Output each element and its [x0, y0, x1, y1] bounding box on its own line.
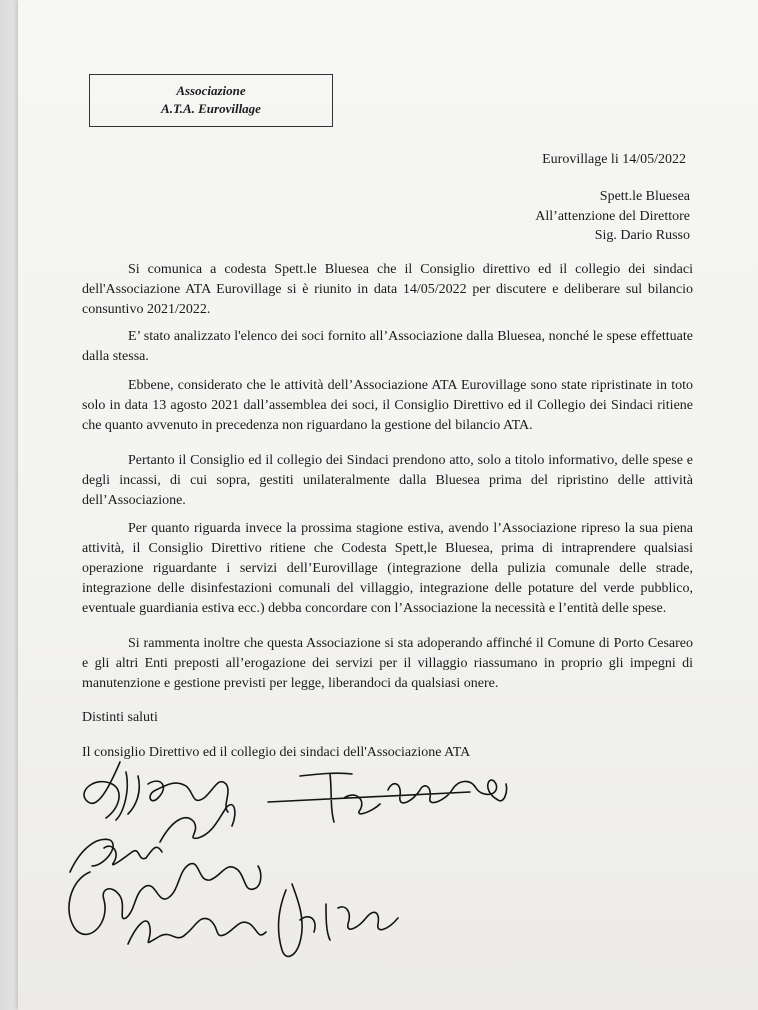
letterhead-box [89, 74, 333, 127]
paragraph-5: Per quanto riguarda invece la prossima stagione estiva, avendo l’Associazione ripreso la sua piena attività, il Consiglio Direttivo ritiene che Codesta Spett,le Bluesea, prima di intraprendere qualsiasi operazione riguardante i servizi dell’Eurovillage (integrazione della pulizia comunale delle strade, integrazione delle disinfestazioni comunali del villaggio, integrazione delle potature del verde pubblico, eventuale guardiania estiva ecc.) debba concordare con l’Associazione la necessità e l’entità delle spese. [82, 521, 693, 616]
recipient-line-3: Sig. Dario Russo [594, 228, 690, 243]
date-line: Eurovillage li 14/05/2022 [542, 152, 686, 167]
letterhead-line-1: Associazione [176, 83, 246, 98]
recipient-line-1: Spett.le Bluesea [599, 189, 690, 204]
paragraph-3: Ebbene, considerato che le attività dell’Associazione ATA Eurovillage sono state ripristinate in toto solo in data 13 agosto 2021 dall’assemblea dei soci, il Consiglio Direttivo ed il Collegio dei Sindaci ritiene che quanto avvenuto in precedenza non riguardano la gestione del bilancio ATA. [82, 378, 693, 433]
recipient-block [430, 187, 690, 246]
paragraph-6: Si rammenta inoltre che questa Associazione si sta adoperando affinché il Comune di Porto Cesareo e gli altri Enti preposti all’erogazione dei servizi per il villaggio riassumano in proprio gli impegni di manutenzione e gestione previsti per legge, liberandoci da qualsiasi onere. [82, 636, 693, 691]
signatory-line: Il consiglio Direttivo ed il collegio dei sindaci dell'Associazione ATA [82, 745, 471, 760]
paragraph-2: E’ stato analizzato l'elenco dei soci fornito all’Associazione dalla Bluesea, nonché le spese effettuate dalla stessa. [82, 329, 693, 364]
background-edge [0, 0, 18, 1010]
closing-salutation: Distinti saluti [82, 710, 158, 725]
paragraph-1: Si comunica a codesta Spett.le Bluesea che il Consiglio direttivo ed il collegio dei sindaci dell'Associazione ATA Eurovillage si è riunito in data 14/05/2022 per discutere e deliberare sul bilancio consuntivo 2021/2022. [82, 262, 693, 317]
recipient-line-2: All’attenzione del Direttore [535, 208, 690, 224]
paragraph-4: Pertanto il Consiglio ed il collegio dei Sindaci prendono atto, solo a titolo informativo, delle spese e degli incassi, di cui sopra, gestiti unilateralmente dalla Bluesea prima del ripristino delle attività dell’Associazione. [82, 453, 693, 508]
letterhead-line-2: A.T.A. Eurovillage [161, 101, 261, 116]
